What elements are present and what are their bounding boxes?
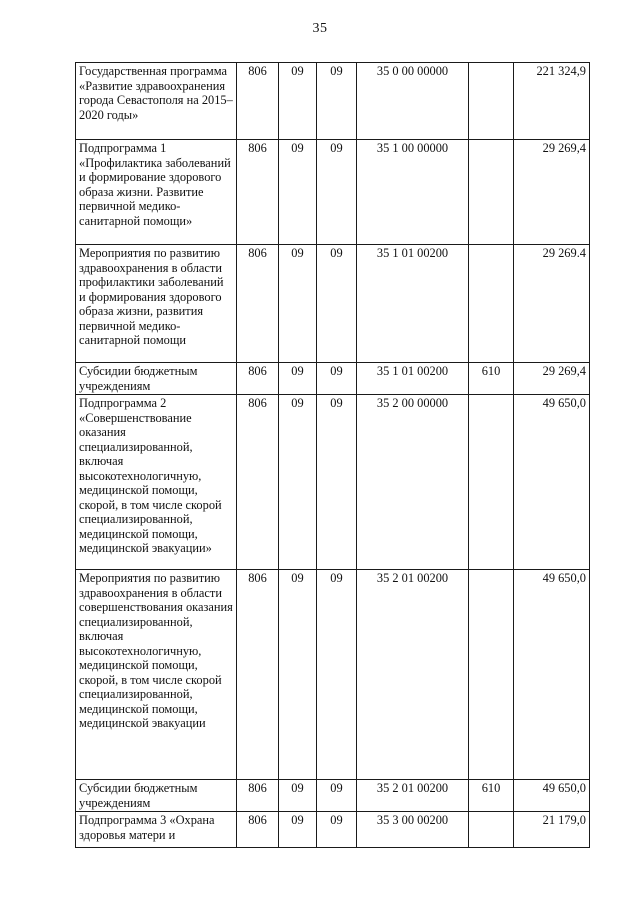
target-article: 35 1 01 00200 — [357, 363, 469, 395]
subsection-code: 09 — [317, 395, 357, 570]
amount: 49 650,0 — [514, 395, 590, 570]
amount: 29 269,4 — [514, 140, 590, 245]
table-row — [76, 363, 590, 395]
expense-type — [469, 63, 514, 140]
ministry-code: 806 — [237, 63, 279, 140]
section-code: 09 — [279, 363, 317, 395]
subsection-code: 09 — [317, 245, 357, 363]
target-article: 35 3 00 00200 — [357, 812, 469, 848]
subsection-code: 09 — [317, 780, 357, 812]
table-row — [76, 63, 590, 140]
ministry-code: 806 — [237, 780, 279, 812]
amount: 29 269,4 — [514, 363, 590, 395]
row-name: Государственная программа «Развитие здравоохранения города Севастополя на 2015–2020 годы» — [76, 63, 237, 140]
section-code: 09 — [279, 780, 317, 812]
row-name: Подпрограмма 3 «Охрана здоровья матери и — [76, 812, 237, 848]
row-name: Мероприятия по развитию здравоохранения в области профилактики заболеваний и формирования здорового образа жизни, развития первичной медико-санитарной помощи — [76, 245, 237, 363]
table-row — [76, 140, 590, 245]
target-article: 35 2 00 00000 — [357, 395, 469, 570]
subsection-code: 09 — [317, 812, 357, 848]
subsection-code: 09 — [317, 363, 357, 395]
target-article: 35 0 00 00000 — [357, 63, 469, 140]
target-article: 35 2 01 00200 — [357, 570, 469, 780]
amount: 221 324,9 — [514, 63, 590, 140]
ministry-code: 806 — [237, 140, 279, 245]
amount: 49 650,0 — [514, 780, 590, 812]
ministry-code: 806 — [237, 570, 279, 780]
ministry-code: 806 — [237, 395, 279, 570]
row-name: Подпрограмма 1 «Профилактика заболеваний и формирование здорового образа жизни. Развитие первичной медико-санитарной помощи» — [76, 140, 237, 245]
row-name: Субсидии бюджетным учреждениям — [76, 780, 237, 812]
subsection-code: 09 — [317, 570, 357, 780]
target-article: 35 2 01 00200 — [357, 780, 469, 812]
target-article: 35 1 01 00200 — [357, 245, 469, 363]
subsection-code: 09 — [317, 140, 357, 245]
table-row — [76, 245, 590, 363]
ministry-code: 806 — [237, 812, 279, 848]
page-number: 35 — [312, 21, 328, 36]
amount: 21 179,0 — [514, 812, 590, 848]
row-name: Подпрограмма 2 «Совершенствование оказания специализированной, включая высокотехнологичную, медицинской помощи, скорой, в том числе скорой специализированной, медицинской помощи, медицинской эвакуации» — [76, 395, 237, 570]
section-code: 09 — [279, 245, 317, 363]
target-article: 35 1 00 00000 — [357, 140, 469, 245]
expense-type — [469, 140, 514, 245]
expense-type — [469, 245, 514, 363]
expense-type — [469, 812, 514, 848]
table-row — [76, 570, 590, 780]
subsection-code: 09 — [317, 63, 357, 140]
expense-type: 610 — [469, 363, 514, 395]
section-code: 09 — [279, 63, 317, 140]
budget-table — [75, 62, 590, 848]
expense-type — [469, 395, 514, 570]
section-code: 09 — [279, 570, 317, 780]
ministry-code: 806 — [237, 245, 279, 363]
table-row — [76, 812, 590, 848]
expense-type — [469, 570, 514, 780]
row-name: Субсидии бюджетным учреждениям — [76, 363, 237, 395]
section-code: 09 — [279, 140, 317, 245]
amount: 49 650,0 — [514, 570, 590, 780]
row-name: Мероприятия по развитию здравоохранения в области совершенствования оказания специализированной, включая высокотехнологичную, медицинской помощи, скорой, в том числе скорой специализированной, медицинской помощи, медицинской эвакуации — [76, 570, 237, 780]
expense-type: 610 — [469, 780, 514, 812]
section-code: 09 — [279, 812, 317, 848]
section-code: 09 — [279, 395, 317, 570]
amount: 29 269.4 — [514, 245, 590, 363]
ministry-code: 806 — [237, 363, 279, 395]
table-row — [76, 780, 590, 812]
table-row — [76, 395, 590, 570]
